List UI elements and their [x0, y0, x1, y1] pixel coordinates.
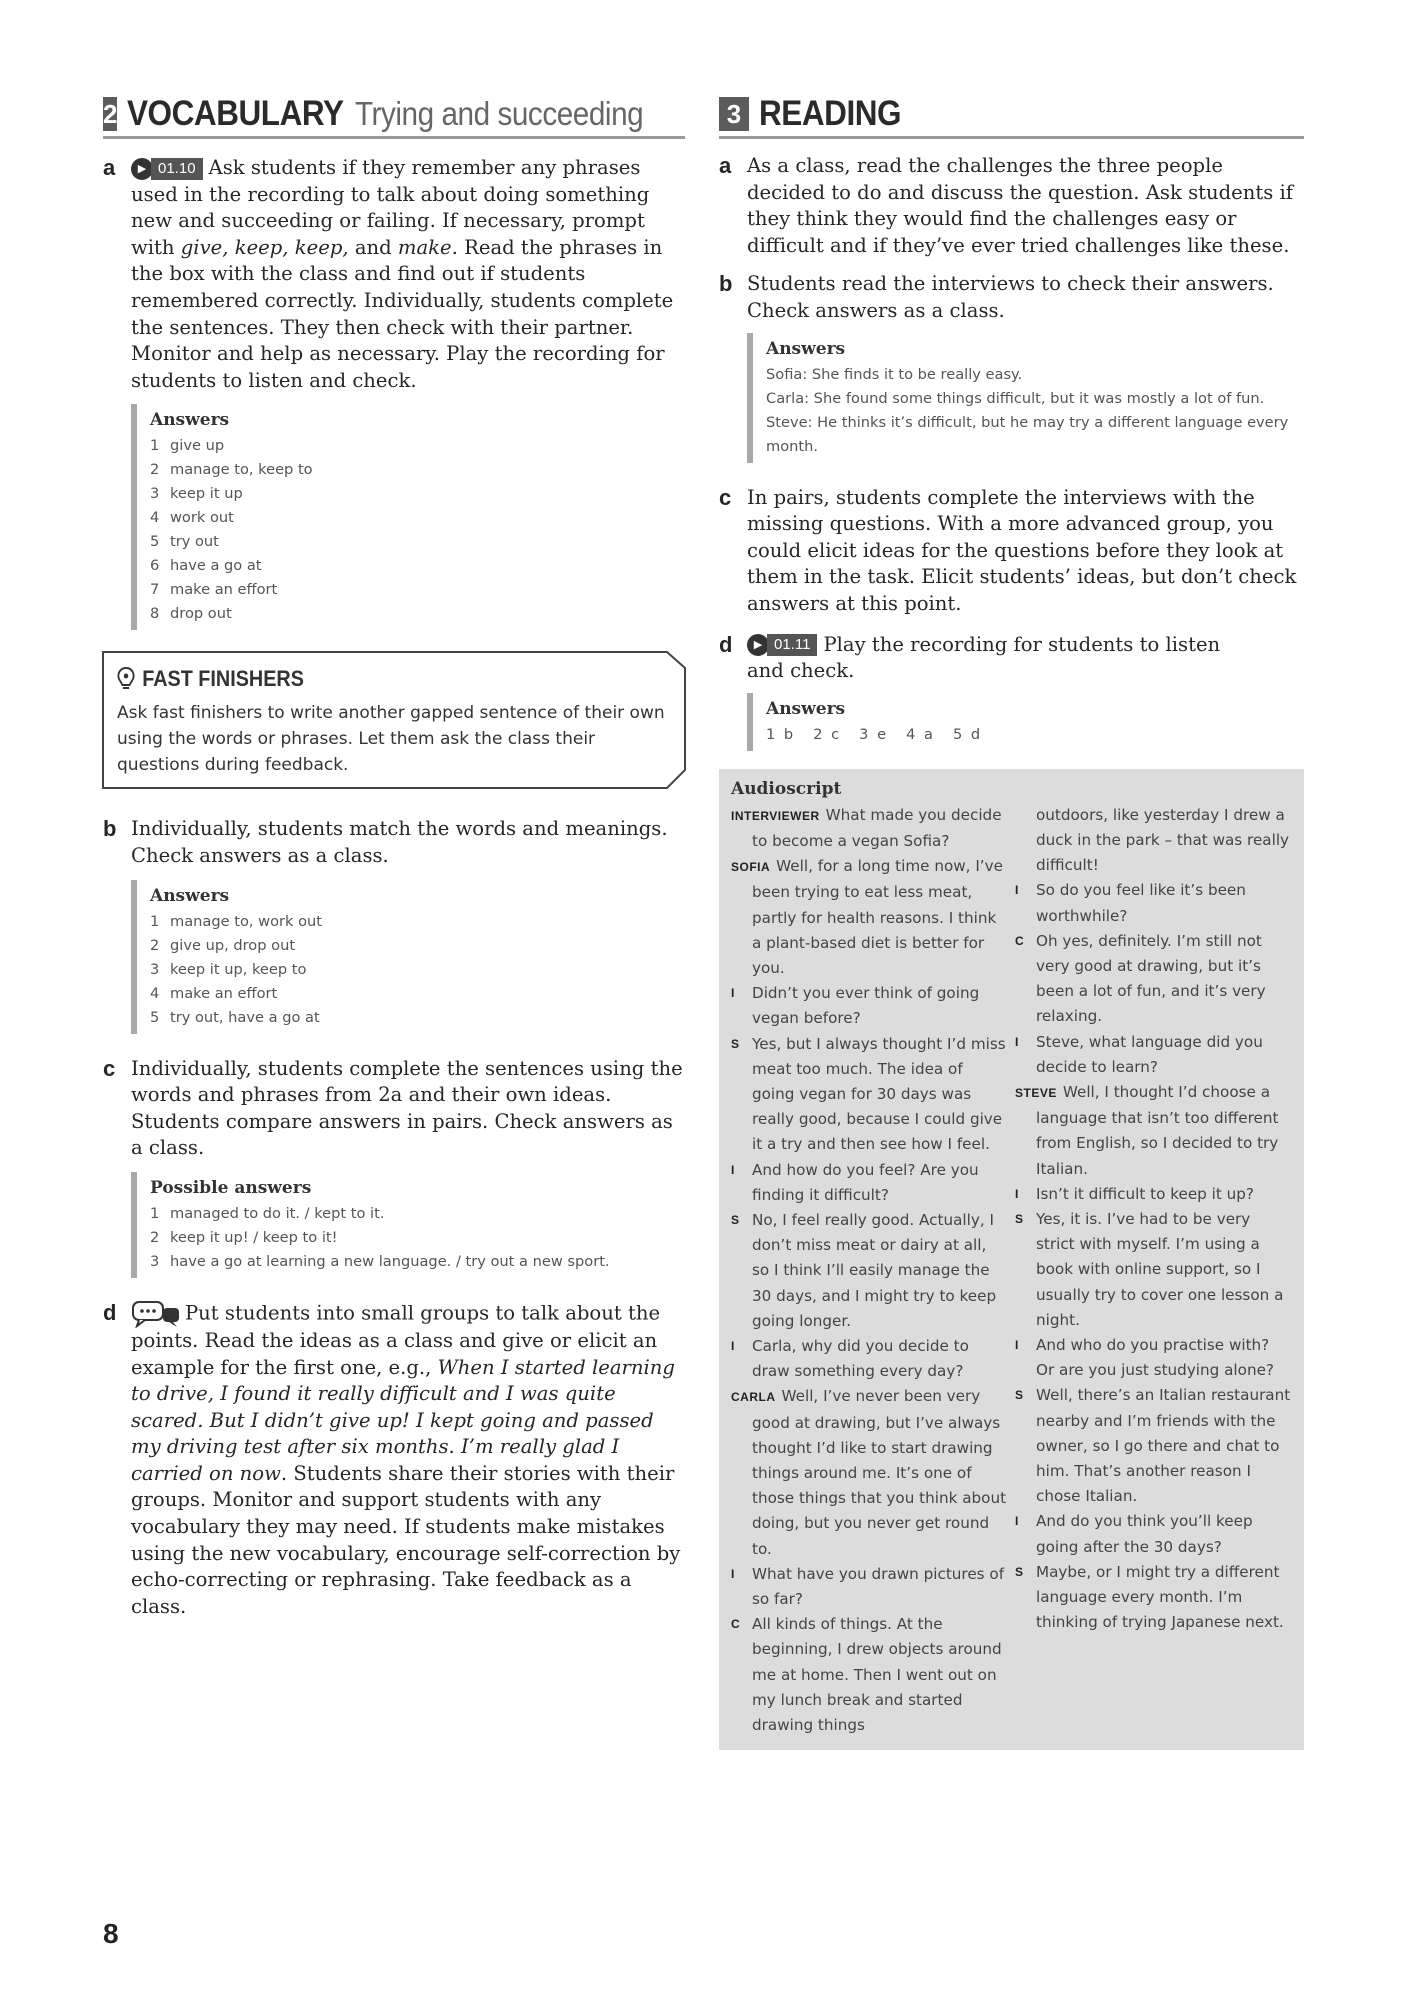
script-turn: outdoors, like yesterday I drew a duck in the park – that was really difficult!: [1036, 805, 1290, 875]
script-turn: I And who do you practise with? Or are you just studying alone?: [1015, 1335, 1274, 1380]
script-turn: I Carla, why did you decide to draw something every day?: [731, 1336, 969, 1381]
vocabulary-header: [103, 92, 685, 139]
fast-finishers-text: Ask fast finishers to write another gapped sentence of their own using the words or phrases. Let them ask the class their questions during feedback.: [117, 703, 665, 776]
script-turn: S Maybe, or I might try a different language every month. I’m thinking of trying Japanese next.: [1015, 1562, 1284, 1632]
reading-item-b: b Students read the interviews to check their answers. Check answers as a class.: [719, 271, 1274, 322]
reading-header: [719, 92, 1304, 139]
section-subtitle: Trying and succeeding: [355, 95, 644, 132]
section-title: READING: [759, 94, 902, 133]
audio-track-button[interactable]: ▶ 01.10: [131, 158, 203, 180]
answer-line: 2 give up, drop out: [150, 936, 296, 954]
answer-line: 3 keep it up, keep to: [150, 960, 307, 978]
speaking-icon: [131, 1300, 181, 1328]
answer-line: 6 have a go at: [150, 557, 262, 575]
script-turn: I And how do you feel? Are you finding it difficult?: [731, 1160, 979, 1204]
script-turn: S No, I feel really good. Actually, I don’t miss meat or dairy at all, so I think I’ll easily manage the 30 days, and I might try to keep going longer.: [731, 1210, 997, 1330]
audioscript-column: [1015, 803, 1291, 1739]
play-icon: ▶: [131, 158, 153, 180]
script-turn: I Steve, what language did you decide to learn?: [1015, 1032, 1263, 1076]
vocab-item-a: a ▶ 01.10 Ask students if they remember any phrases used in the recording to talk about doing something new and succeeding or failing. If necessary, prompt with give, keep, keep, and make. Read the phrases in the box with the class and find out if students remembered correctly. Individually, students complete the sentences. They then check with their partner. Monitor and help as necessary. Play the recording for students to listen and check.: [103, 155, 674, 392]
script-turn: C All kinds of things. At the beginning, I drew objects around me at home. Then I went out on my lunch break and started drawing things: [731, 1615, 1002, 1735]
section-title: VOCABULARY Trying and succeeding: [127, 94, 644, 133]
answer-line: 2 manage to, keep to: [150, 461, 313, 479]
answers-box: Answers 1 give up 2 manage to, keep to 3 keep it up 4 work out 5 try out 6 have a go at 7 make an effort 8 drop out: [131, 404, 685, 630]
answer-line: 4 make an effort: [150, 984, 278, 1002]
answer-line: 5 try out: [150, 533, 219, 551]
reading-item-d: d ▶ 01.11 Play the recording for students to listen and check.: [719, 631, 1221, 683]
answer-line: 4 work out: [150, 509, 234, 527]
answer-line: 5 try out, have a go at: [150, 1008, 320, 1026]
script-turn: CARLA Well, I’ve never been very good at drawing, but I’ve always thought I’d like to start drawing things around me. It’s one of those things that you think about doing, but you never get round to.: [731, 1387, 1007, 1558]
script-turn: S Well, there’s an Italian restaurant nearby and I’m friends with the owner, so I go there and chat to him. That’s another reason I chose Italian.: [1015, 1386, 1291, 1506]
answer-line: Steve: He thinks it’s difficult, but he may try a different language every month.: [766, 413, 1289, 455]
answer-line: 8 drop out: [150, 605, 232, 623]
script-turn: S Yes, but I always thought I’d miss meat too much. The idea of going vegan for 30 days was really good, because I could give it a try and then see how I feel.: [731, 1034, 1006, 1154]
answer-line: 1 give up: [150, 437, 225, 455]
answer-line: 2 keep it up! / keep to it!: [150, 1228, 338, 1246]
script-turn: INTERVIEWER What made you decide to become a vegan Sofia?: [731, 805, 1002, 850]
reading-column: [719, 92, 1304, 1750]
answers-box: Possible answers 1 managed to do it. / kept to it. 2 keep it up! / keep to it! 3 have a go at learning a new language. / try out a new sport.: [131, 1172, 685, 1278]
answer-line: 3 have a go at learning a new language. / try out a new sport.: [150, 1252, 610, 1270]
section-number: 2: [103, 99, 118, 129]
lightbulb-icon: [117, 667, 135, 691]
answers-box: Answers 1 manage to, work out 2 give up, drop out 3 keep it up, keep to 4 make an effort 5 try out, have a go at: [131, 880, 685, 1034]
play-icon: ▶: [747, 634, 769, 656]
vocabulary-column: [103, 92, 685, 1620]
vocab-item-d: d Put students into small groups to talk about the points. Read the ideas as a class and give or elicit an example for the first one, e.g., When I started learning to drive, I found it really difficult and I was quite scared. But I didn’t give up! I kept going and passed my driving test after six months. I’m really glad I carried on now. Students share their stories with their groups. Monitor and support students with any vocabulary they may need. If students make mistakes using the new vocabulary, encourage self-correction by echo-correcting or rephrasing. Take feedback as a class.: [103, 1299, 681, 1618]
answer-line: 3 keep it up: [150, 485, 243, 503]
answer-line: Carla: She found some things difficult, but it was mostly a lot of fun.: [766, 389, 1265, 407]
answer-line: 1 manage to, work out: [150, 912, 323, 930]
script-turn: I Isn’t it difficult to keep it up?: [1015, 1184, 1254, 1203]
script-turn: I Didn’t you ever think of going vegan before?: [731, 984, 980, 1028]
section-number: 3: [719, 97, 749, 131]
vocab-item-c: c Individually, students complete the sentences using the words and phrases from 2a and their own ideas. Students compare answers in pairs. Check answers as a class.: [103, 1055, 683, 1160]
script-turn: SOFIA Well, for a long time now, I’ve been trying to eat less meat, partly for health reasons. I think a plant-based diet is better for you.: [731, 857, 1003, 977]
script-turn: I And do you think you’ll keep going after the 30 days?: [1015, 1512, 1253, 1556]
answer-line: 1 b 2 c 3 e 4 a 5 d: [766, 725, 983, 743]
reading-item-c: c In pairs, students complete the interviews with the missing questions. With a more advanced group, you could elicit ideas for the questions before they look at them in the task. Elicit students’ ideas, but don’t check answers at this point.: [719, 484, 1297, 615]
audioscript-title: Audioscript: [731, 778, 842, 799]
fast-finishers-box: [103, 652, 685, 788]
script-turn: I So do you feel like it’s been worthwhile?: [1015, 881, 1246, 925]
answers-box: Answers Sofia: She finds it to be really easy. Carla: She found some things difficult, but it was mostly a lot of fun. Steve: He thinks it’s difficult, but he may try a different language every month.: [747, 333, 1304, 463]
audio-track-button[interactable]: ▶ 01.11: [747, 634, 817, 656]
audioscript-box: [719, 769, 1304, 1751]
answers-box: Answers 1 b 2 c 3 e 4 a 5 d: [747, 693, 1304, 751]
fast-finishers-title: FAST FINISHERS: [142, 666, 304, 692]
audioscript-column: [731, 803, 1007, 1739]
script-turn: S Yes, it is. I’ve had to be very strict with myself. I’m using a book with online support, so I usually try to cover one lesson a night.: [1015, 1209, 1284, 1329]
answer-line: 1 managed to do it. / kept to it.: [150, 1204, 385, 1222]
reading-item-a: a As a class, read the challenges the three people decided to do and discuss the question. Ask students if they think they would find the challenges easy or difficult and if they’ve ever tried challenges like these.: [719, 153, 1294, 257]
script-turn: C Oh yes, definitely. I’m still not very good at drawing, but it’s been a lot of fun, and it’s very relaxing.: [1015, 931, 1266, 1026]
vocab-item-b: b Individually, students match the words and meanings. Check answers as a class.: [103, 816, 668, 867]
script-turn: STEVE Well, I thought I’d choose a language that isn’t too different from English, so I decided to try Italian.: [1015, 1082, 1279, 1178]
answer-line: 7 make an effort: [150, 581, 278, 599]
answer-line: Sofia: She finds it to be really easy.: [766, 365, 1023, 383]
page-number: 8: [103, 1918, 119, 1949]
script-turn: I What have you drawn pictures of so far?: [731, 1564, 1005, 1609]
